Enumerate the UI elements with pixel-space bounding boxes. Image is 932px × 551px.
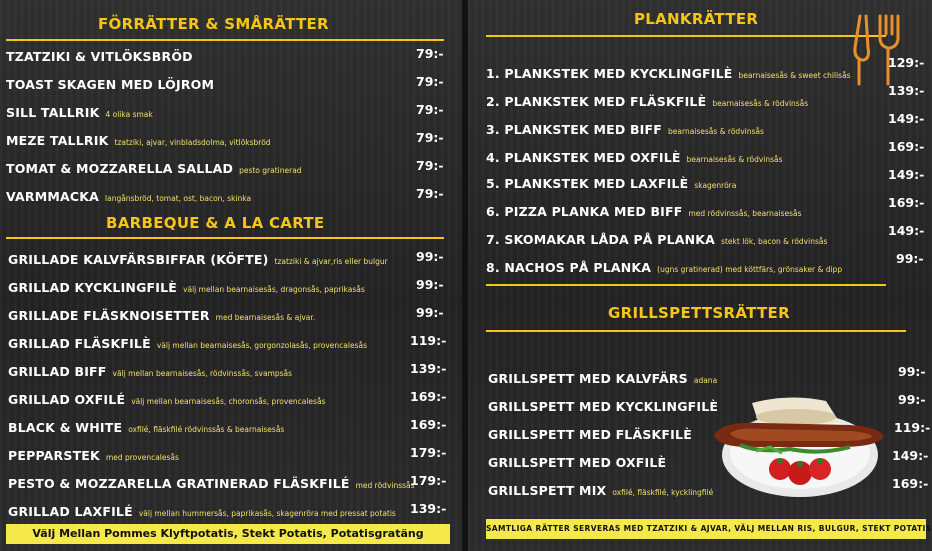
list-item: MEZE TALLRIK tzatziki, ajvar, vinbladsdolma, vitlöksbröd xyxy=(6,133,271,148)
list-item: 1. PLANKSTEK MED KYCKLINGFILÈ bearnaisesås & sweet chilisås xyxy=(486,66,851,81)
item-price: 99:- xyxy=(898,364,926,379)
list-item: 2. PLANKSTEK MED FLÄSKFILÈ bearnaisesås & rödvinsås xyxy=(486,94,809,109)
item-price: 169:- xyxy=(892,476,929,491)
list-item: GRILLAD FLÄSKFILÈ välj mellan bearnaisesås, gorgonzolasås, provencalesås xyxy=(8,336,367,351)
list-item: GRILLSPETT MED FLÄSKFILÈ xyxy=(488,427,692,442)
grillspett-rule xyxy=(486,330,906,332)
item-price: 169:- xyxy=(888,195,925,210)
item-price: 179:- xyxy=(410,445,447,460)
list-item: 7. SKOMAKAR LÅDA PÅ PLANKA stekt lök, bacon & rödvinsås xyxy=(486,232,828,247)
list-item: TOMAT & MOZZARELLA SALLAD pesto gratinerad xyxy=(6,161,302,176)
list-item: GRILLAD BIFF välj mellan bearnaisesås, rödvinssås, svampsås xyxy=(8,364,293,379)
list-item: GRILLSPETT MED OXFILÈ xyxy=(488,455,667,470)
left-menu-panel xyxy=(0,0,462,551)
item-price: 129:- xyxy=(888,55,925,70)
list-item: 3. PLANKSTEK MED BIFF bearnaisesås & rödvinsås xyxy=(486,122,764,137)
item-price: 99:- xyxy=(898,392,926,407)
plank-title: PLANKRÄTTER xyxy=(634,10,759,28)
list-item: GRILLAD OXFILÉ välj mellan bearnaisesås, choronsås, provencalesås xyxy=(8,392,326,407)
item-price: 119:- xyxy=(410,333,447,348)
list-item: 4. PLANKSTEK MED OXFILÈ bearnaisesås & rödvinsås xyxy=(486,150,783,165)
list-item: GRILLSPETT MED KYCKLINGFILÈ xyxy=(488,399,719,414)
item-price: 149:- xyxy=(888,167,925,182)
item-price: 169:- xyxy=(888,139,925,154)
kebab-plate-icon xyxy=(700,393,892,501)
fork-knife-logo-icon xyxy=(846,12,908,88)
item-price: 79:- xyxy=(416,102,444,117)
barbeque-title: BARBEQUE & A LA CARTE xyxy=(106,214,325,232)
list-item: GRILLADE KALVFÄRSBIFFAR (KÖFTE) tzatziki & ajvar,ris eller bulgur xyxy=(8,252,388,267)
list-item: VARMMACKA langånsbröd, tomat, ost, bacon, skinka xyxy=(6,189,252,204)
item-price: 79:- xyxy=(416,46,444,61)
list-item: TZATZIKI & VITLÖKSBRÖD xyxy=(6,49,193,64)
list-item: TOAST SKAGEN MED LÖJROM xyxy=(6,77,215,92)
item-price: 169:- xyxy=(410,389,447,404)
list-item: GRILLSPETT MED KALVFÄRS adana xyxy=(488,371,718,386)
item-price: 79:- xyxy=(416,186,444,201)
list-item: BLACK & WHITE oxfilé, fläskfilé rödvinssås & bearnaisesås xyxy=(8,420,285,435)
list-item: 5. PLANKSTEK MED LAXFILÈ skagenröra xyxy=(486,176,737,191)
item-price: 139:- xyxy=(888,83,925,98)
item-price: 139:- xyxy=(410,501,447,516)
starters-title: FÖRRÄTTER & SMÅRÄTTER xyxy=(98,15,329,33)
item-price: 119:- xyxy=(894,420,931,435)
plank-rule xyxy=(486,35,886,37)
sides-footer-bar: SAMTLIGA RÄTTER SERVERAS MED TZATZIKI & AJVAR, VÄLJ MELLAN RIS, BULGUR, STEKT POTATIS xyxy=(486,519,926,539)
item-price: 99:- xyxy=(416,249,444,264)
item-price: 149:- xyxy=(888,223,925,238)
item-price: 169:- xyxy=(410,417,447,432)
list-item: GRILLSPETT MIX oxfilé, fläskfilé, kycklingfilé xyxy=(488,483,714,498)
item-price: 99:- xyxy=(416,305,444,320)
item-price: 149:- xyxy=(888,111,925,126)
item-price: 99:- xyxy=(416,277,444,292)
barbeque-rule xyxy=(6,237,444,239)
starters-rule xyxy=(6,39,444,41)
item-price: 79:- xyxy=(416,74,444,89)
item-price: 179:- xyxy=(410,473,447,488)
item-price: 139:- xyxy=(410,361,447,376)
list-item: PESTO & MOZZARELLA GRATINERAD FLÄSKFILÉ med rödvinssås xyxy=(8,476,415,491)
list-item: GRILLADE FLÄSKNOISETTER med bearnaisesås & ajvar. xyxy=(8,308,316,323)
list-item: SILL TALLRIK 4 olika smak xyxy=(6,105,153,120)
item-price: 99:- xyxy=(896,251,924,266)
list-item: PEPPARSTEK med provencalesås xyxy=(8,448,179,463)
list-item: 6. PIZZA PLANKA MED BIFF med rödvinssås, bearnaisesås xyxy=(486,204,802,219)
item-price: 149:- xyxy=(892,448,929,463)
list-item: GRILLAD LAXFILÉ välj mellan hummersås, paprikasås, skagenröra med pressat potatis xyxy=(8,504,396,519)
plank-bottom-rule xyxy=(486,284,886,286)
list-item: 8. NACHOS PÅ PLANKA (ugns gratinerad) med köttfärs, grönsaker & dipp xyxy=(486,260,843,275)
sides-footer-bar: Välj Mellan Pommes Klyftpotatis, Stekt Potatis, Potatisgratäng xyxy=(6,524,450,544)
list-item: GRILLAD KYCKLINGFILÈ välj mellan bearnaisesås, dragonsås, paprikasås xyxy=(8,280,365,295)
grillspett-title: GRILLSPETTSRÄTTER xyxy=(608,304,790,322)
item-price: 79:- xyxy=(416,158,444,173)
item-price: 79:- xyxy=(416,130,444,145)
